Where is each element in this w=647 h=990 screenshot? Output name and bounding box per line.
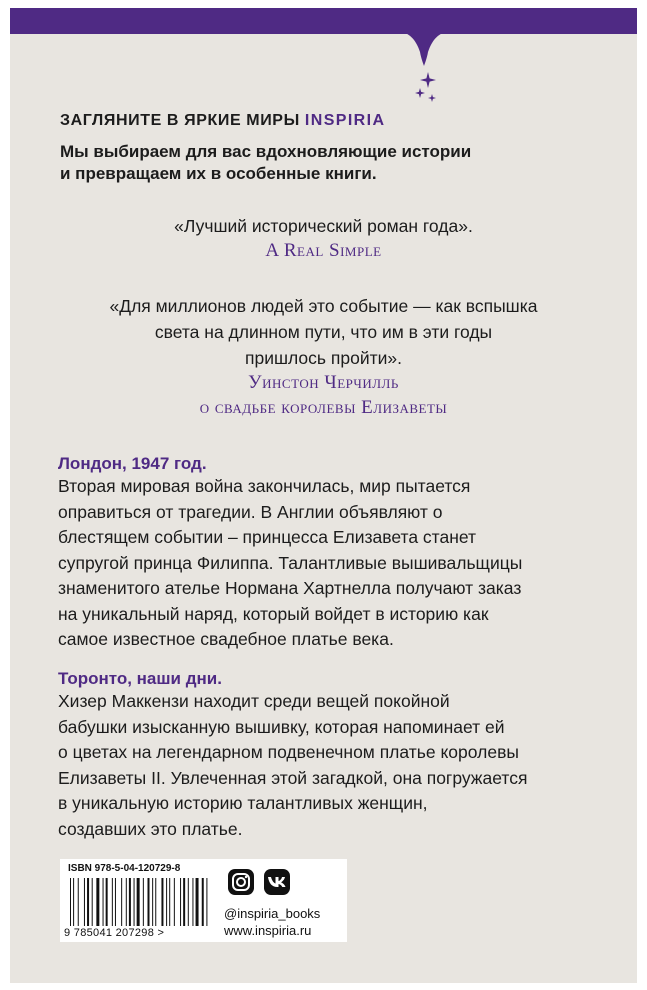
barcode-digits: 9 785041 207298 > — [64, 927, 165, 939]
body-line: Елизаветы II. Увлеченная этой загадкой, она погружается — [58, 767, 528, 788]
quote-line: пришлось пройти». — [245, 348, 402, 368]
body-line: знаменитого ателье Нормана Хартнелла получают заказ — [58, 578, 522, 598]
social-handle[interactable]: @inspiria_books — [224, 906, 321, 921]
intro-line: Мы выбираем для вас вдохновляющие истории — [60, 142, 472, 161]
quote-line: «Лучший исторический роман года». — [174, 216, 473, 236]
section-heading-toronto: Торонто, наши дни. — [58, 669, 222, 688]
publisher-intro — [60, 141, 600, 185]
sparkles-icon — [412, 70, 442, 106]
body-line: о цветах на легендарном подвенечном платье королевы — [58, 742, 519, 762]
attribution-line: Уинстон Черчилль — [248, 372, 399, 393]
review-quote-1 — [50, 213, 597, 239]
body-line: самое известное свадебное платье века. — [58, 629, 394, 649]
social-block — [216, 859, 347, 942]
tagline-text: ЗАГЛЯНИТЕ В ЯРКИЕ МИРЫ — [60, 112, 300, 129]
instagram-icon[interactable] — [228, 869, 254, 895]
website-link[interactable]: www.inspiria.ru — [224, 923, 312, 938]
isbn-label: ISBN 978-5-04-120729-8 — [68, 863, 181, 874]
isbn-block — [60, 859, 216, 942]
bookmark-notch-icon — [402, 32, 446, 68]
vk-icon[interactable] — [264, 869, 290, 895]
intro-line: и превращаем их в особенные книги. — [60, 164, 377, 183]
body-line: бабушки изысканную вышивку, которая напоминает ей — [58, 716, 505, 737]
brand-name: INSPIRIA — [304, 112, 386, 129]
quote-2-attribution — [50, 370, 597, 420]
body-line: Хизер Маккензи находит среди вещей покойной — [58, 691, 450, 711]
quote-line: света на длинном пути, что им в эти годы — [154, 322, 493, 342]
top-color-band — [10, 8, 637, 34]
quote-line: «Для миллионов людей это событие — как вспышка — [109, 296, 538, 316]
body-line: Вторая мировая война закончилась, мир пытается — [58, 476, 471, 496]
body-line: супругой принца Филиппа. Талантливые вышивальщицы — [58, 552, 523, 573]
section-body-toronto — [58, 689, 608, 842]
attribution-line: A Real Simple — [265, 240, 382, 261]
review-quote-2 — [50, 293, 597, 371]
section-body-london — [58, 474, 608, 653]
attribution-line: о свадьбе королевы Елизаветы — [199, 397, 448, 418]
book-back-cover — [10, 8, 637, 983]
quote-1-attribution — [50, 238, 597, 263]
body-line: создавших это платье. — [58, 818, 243, 839]
barcode — [68, 878, 210, 926]
body-line: оправиться от трагедии. В Англии объявляют о — [58, 501, 443, 522]
section-heading-london: Лондон, 1947 год. — [58, 454, 207, 473]
body-line: блестящем событии – принцесса Елизавета станет — [58, 527, 477, 547]
tagline-headline — [60, 112, 385, 130]
body-line: в уникальную историю талантливых женщин, — [58, 793, 428, 813]
body-line: на уникальный наряд, который войдет в историю как — [58, 603, 489, 624]
